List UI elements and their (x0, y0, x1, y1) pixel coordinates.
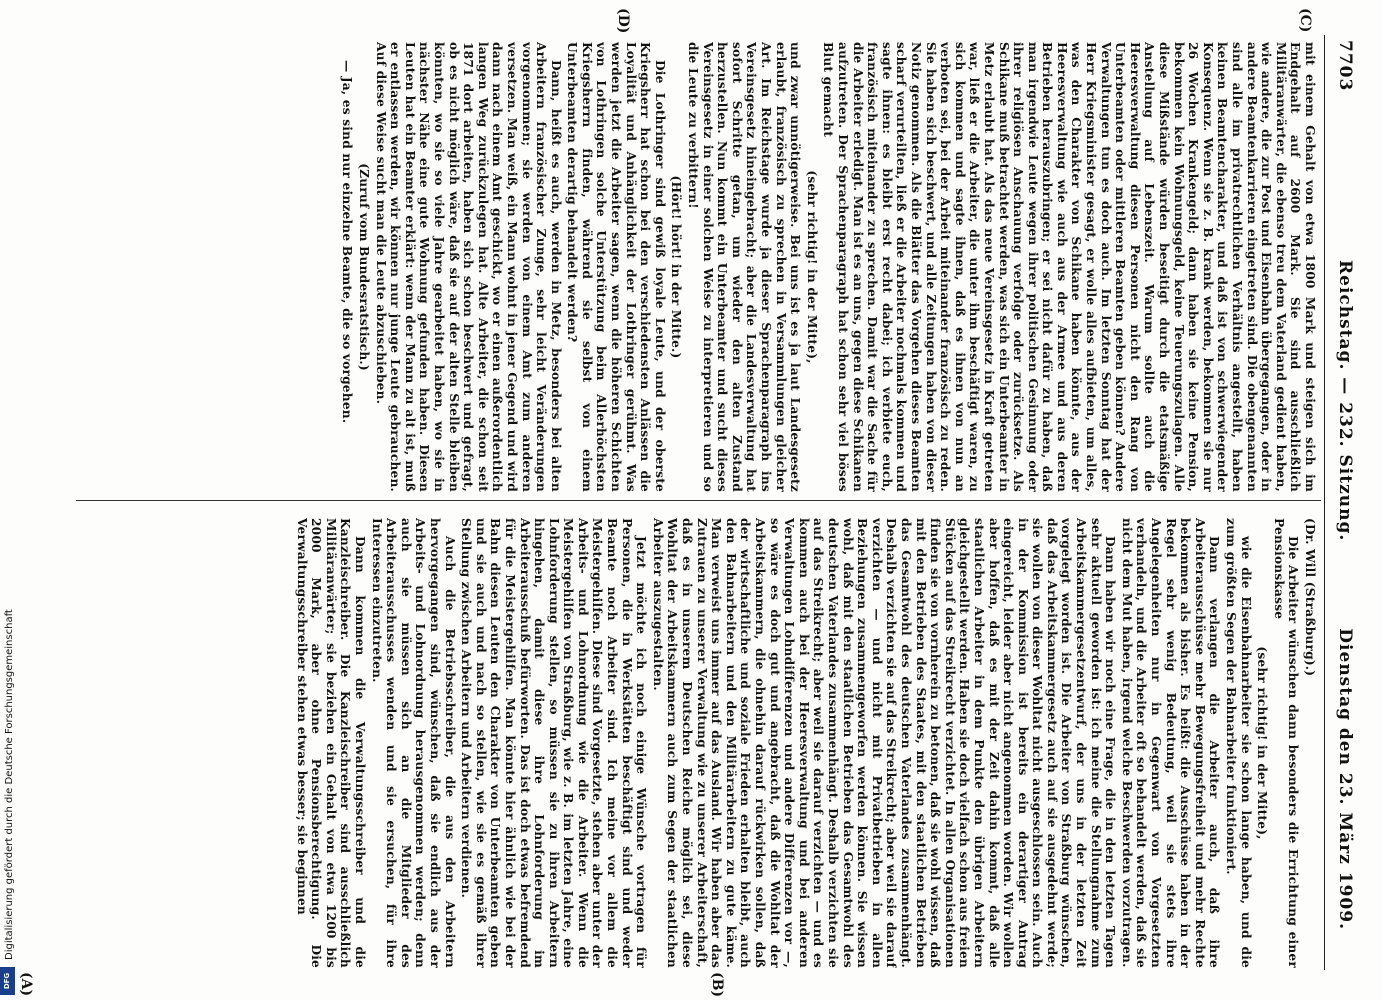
paragraph: wie die Eisenbahnarbeiter sie schon lange haben, und die zum größten Segen der Bahnarbeiter funktioniert. (1224, 518, 1253, 968)
dfg-logo (0, 967, 15, 995)
dfg-logo-text: DFG (3, 972, 12, 990)
page-number: 7703 (1335, 40, 1355, 92)
paragraph: Dann kommen die Verwaltungsschreiber und die Kanzleischreiber. Die Kanzleischreiber sind ausschließlich Militäranwärter; sie beziehen ein Gehalt von etwa 1200 bis 2000 Mark, aber ohne Pensionsberechtigung. Die Verwaltungsschreiber stehen etwas besser; sie beginnen (294, 518, 367, 968)
funding-note: Digitalisierung gefördert durch die Deutsche Forschungsgemeinschaft (4, 609, 15, 960)
session-date: Dienstag den 23. März 1909. (1335, 628, 1355, 930)
page-title: Reichstag. — 232. Sitzung. (1335, 260, 1355, 542)
speaker-label: (Dr. Will (Straßburg).) (1303, 518, 1317, 677)
header-rule (1324, 35, 1325, 970)
paragraph: mit einem Gehalt von etwa 1800 Mark und steigen sich im Endgehalt auf 2600 Mark. Sie sind ausschließlich Militäranwärter, die ebenso treu dem Vaterland gedient haben, wie andere, die zur Post und Eisenbahn übergegangen, oder in andere Beamtenkarrieren eingetreten sind. Die obengenannten sind alle im privatrechtlichen Verhältnis angestellt, haben keinen Beamtencharakter, und daß ist von schwerwiegender Konsequenz. Wenn sie z. B. krank werden, bekommen sie nur 26 Wochen Krankengeld; dann haben sie keine Pension, bekommen kein Wohnungsgeld, keine Teuerungszulagen. Alle diese Mißstände würden beseitigt durch die etatsmäßige Anstellung auf Lebenszeit. Warum sollte auch die Heeresverwaltung diesen Personen nicht den Rang von Unterbeamten oder mittleren Beamten geben können? Andere Verwaltungen tun es doch auch. Im letzten Sonntag hat der Herr Kriegsminister gesagt, er wolle alles aufbieten, um alles, was den Charakter von Schikane haben könnte, aus der Heeresverwaltung wie auch aus der Armee und aus deren Betrieben herauszubringen; er sei nicht dafür zu haben, daß man irgendwie Leute wegen ihrer politischen Gesinnung oder ihrer religiösen Anschauung verfolge oder zurücksetze. Als Schikane muß betrachtet werden, was sich ein Unterbeamter in Metz erlaubt hat. Als das neue Vereinsgesetz in Kraft getreten war, ließ er die Arbeiter, die unter ihm beschäftigt waren, zu sich kommen und sagte ihnen, daß es ihnen von nun an verboten sei, bei der Arbeit miteinander französisch zu reden. Sie haben sich beschwert, und alle Zeitungen haben von dieser Notiz genommen. Als die Blätter das Vorgehen dieses Beamten scharf verurteilten, ließ er die Arbeiter nochmals kommen und sagte ihnen: es bleibt erst recht dabei; ich verbiete euch, französisch miteinander zu sprechen. Damit war die Sache für die Arbeiter erledigt. Man ist es an uns, gegen diese Schikanen aufzutreten. Der Sprachenparagraph hat schon sehr viel böses Blut gemacht (821, 42, 1317, 492)
paragraph: (sehr richtig! in der Mitte), (1255, 646, 1270, 840)
paragraph: (sehr richtig! in der Mitte), (804, 170, 819, 364)
paragraph: (Hört! hört! in der Mitte.) (669, 175, 684, 359)
margin-marker-d: (D) (615, 8, 631, 34)
margin-marker-a: (A) (18, 972, 34, 997)
page-header (1325, 40, 1355, 970)
paragraph: Dann haben wir noch eine Frage, die in den letzten Tagen sehr aktuell geworden ist: ich meine die Stellungnahme zum Arbeitskammergesetzentwurf, der uns in der letzten Zeit vorgelegt worden ist. Die Arbeiter von Straßburg wünschen, daß das Arbeitskammergesetz auch auf sie ausgedehnt werde; sie wollen von dieser Wohltat nicht ausgeschlossen sein. Auch in der Kommission ist bereits ein derartiger Antrag eingereicht, leider aber nicht angenommen worden. Wir wollen aber hoffen, daß es mit der Zeit dahin kommt, daß alle staatlichen Arbeiter in dem Punkte den übrigen Arbeitern gleichgestellt werden. Haben sie doch vielfach schon aus freien Stücken auf das Streikrecht verzichtet. In allen Organisationen finden sie von vornherein zu betonen, daß sie wohl wissen, daß mit den Betrieben des Staates, mit den staatlichen Betrieben das Gesamtwohl des deutschen Vaterlandes zusammenhängt. Deshalb verzichten sie auf das Streikrecht; aber weil sie darauf verzichten — und nicht mit Privatbetrieben in allen Beziehungen zusammengeworfen werden können. Sie wissen wohl, daß mit den staatlichen Betrieben das Gesamtwohl des deutschen Vaterlandes zusammenhängt. Deshalb verzichten sie auf das Streikrecht; aber weil sie darauf verzichten — und es kommen auch bei der Heeresverwaltung und bei anderen Verwaltungen Lohndifferenzen und andere Differenzen vor —, so wäre es doch gut und angebracht, daß die Wohltat der Arbeitskammern, die ohnehin darauf rückwirken sollen, daß der wirtschaftliche und soziale Frieden erhalten bleibt, auch den Bahnarbeitern und den Militärarbeitern zu gute käme. Man verweist uns immer auf das Ausland. Wir haben aber das Zutrauen zu unserer Verwaltung wie zu unserer Arbeiterschaft, daß es in unserem Deutschen Reiche möglich sei, diese Wohltat der Arbeitskammern auch zum Segen der staatlichen Arbeiter auszugestalten. (650, 518, 1118, 968)
speech-column-right (72, 518, 1317, 968)
margin-marker-b: (B) (709, 972, 725, 998)
paragraph: Jetzt möchte ich noch einige Wünsche vortragen für Personen, die in Werkstätten beschäftigt sind und weder Beamte noch Arbeiter sind. Ich meine vor allem die Meistergehilfen. Diese sind Vorgesetzte, stehen aber unter der Arbeits- und Lohnordnung wie die Arbeiter. Wenn die Meistergehilfen von Straßburg, wie z. B. im letzten Jahre, eine Lohnforderung stellen, so müssen sie zu ihren Arbeitern hingehen, damit diese ihre Lohnforderung im Arbeiterausschuß befürworten. Das ist doch etwas befremdend für die Meistergehilfen. Man könnte hier ähnlich wie bei der Bahn diesen Leuten den Charakter von Unterbeamten geben und sie auch und nach so stellen, wie sie es gemäß ihrer Stellung zwischen Arbeitern und Arbeitern verdienen. (459, 518, 649, 968)
column-rule (76, 500, 1321, 501)
margin-marker-c: (C) (1297, 8, 1313, 33)
paragraph: Dann verlangen die Arbeiter auch, daß ihre Arbeiterausschüsse mehr Bewegungsfreiheit und mehr Rechte bekommen als bisher. Es heißt: die Ausschüsse haben in der Regel sehr wenig Bedeutung, weil sie stets ihre Angelegenheiten nur in Gegenwart von Vorgesetzten verhandeln, und die Arbeiter oft so behandelt werden, daß sie nicht dem Mut haben, irgend welche Beschwerden vorzutragen. (1119, 518, 1222, 968)
speech-column-left (72, 42, 1317, 492)
paragraph: (Zuruf vom Bundesratstisch.) (357, 163, 371, 371)
paragraph: — Ja, es sind nur einzelne Beamte, die so vorgehen. (340, 60, 355, 424)
paragraph: Die Arbeiter wünschen dann besonders die Errichtung einer Pensionskasse (1271, 518, 1301, 968)
paragraph: Auch die Betriebsschreiber, die aus den Arbeitern hervorgegangen sind, wünschen, daß sie endlich aus der Arbeits- und Lohnordnung herausgenommen werden; denn auch sie müssen sich an die Mitglieder des Arbeiterausschusses wenden und sie ersuchen, für ihre Interessen einzutreten. (369, 518, 457, 968)
paragraph: Dann, heißt es auch, werden in Metz, besonders bei alten Arbeitern französischer Zunge, sehr leicht Veränderungen vorgenommen; sie werden von einem Amt zum anderen versetzen. Man weiß, ein Mann wohnt in jener Gegend und wird dann nach einem Amt geschickt, wo er einen außerordentlich langen Weg zurückzulegen hat. Alte Arbeiter, die schon seit 1871 dort arbeiten, haben sich schon beschwert und gefragt, ob es nicht möglich wäre, daß sie auf der alten Stelle bleiben könnten, wo sie so viele Jahre gearbeitet haben, wo sie in nächster Nähe eine gute Wohnung gefunden haben. Diesen Leuten hat ein Beamter erklärt: wenn der Mann zu alt ist, muß er entlassen werden, wir können nur junge Leute gebrauchen. Auf diese Weise sucht man die Leute abzuschieben. (373, 42, 563, 492)
paragraph: Die Lothringer sind gewiß loyale Leute, und der oberste Kriegsherr hat schon bei den verschiedensten Anlässen die Loyalität und Anhänglichkeit der Lothringer gerühmt. Was werden jetzt die Arbeiter sagen, wenn die höheren Schichten von Lothringen solche Unterstützung beim Allerhöchsten Kriegsherrn finden, während sie selbst von einem Unterbeamten derartig behandelt werden? (565, 42, 667, 492)
footer-strip (0, 0, 16, 1000)
paragraph: und zwar unnötigerweise. Bei uns ist es ja laut Landesgesetz erlaubt, französisch zu sprechen in Versammlungen gleicher Art. Im Reichstage wurde ja dieser Sprachenparagraph ins Vereinsgesetz hineingebracht; aber die Landesverwaltung hat sofort Schritte getan, um wieder den alten Zustand herzustellen. Nun kommt ein Unterbeamter und sucht dieses Vereinsgesetz in einer solchen Weise zu interpretieren und so die Leute zu verbittern! (686, 42, 803, 492)
